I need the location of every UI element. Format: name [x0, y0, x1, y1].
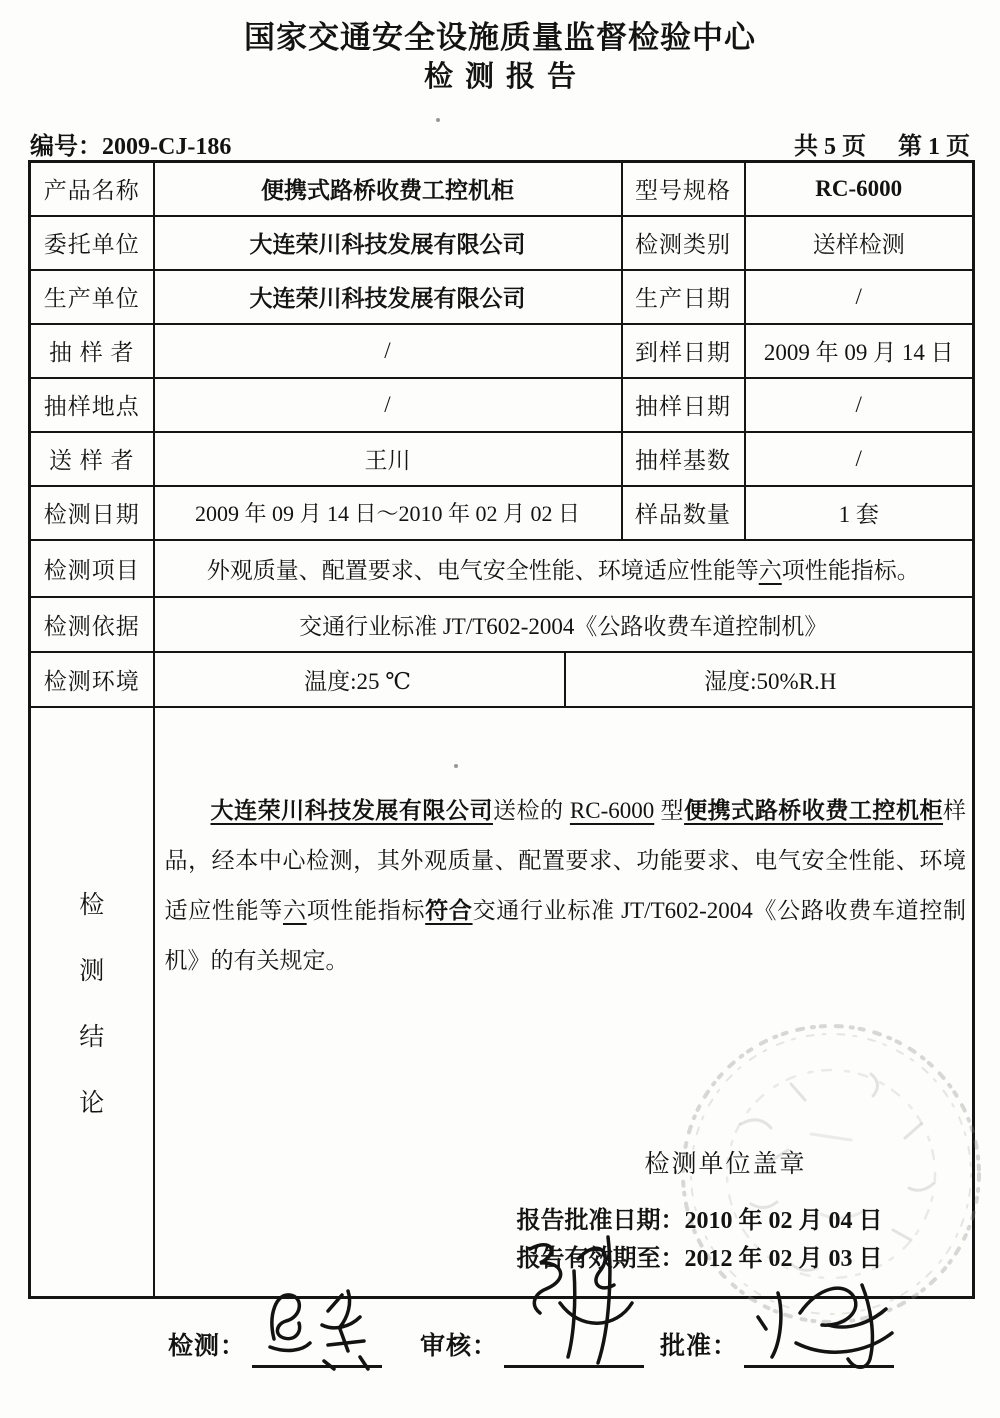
approve-signature-line: [744, 1321, 894, 1368]
field-label: 抽样地点: [30, 378, 154, 432]
table-row: [30, 270, 974, 324]
field-label: 委托单位: [30, 216, 154, 270]
report-number: 编号：2009-CJ-186: [30, 134, 232, 160]
test-basis-value: 交通行业标准 JT/T602-2004《公路收费车道控制机》: [154, 597, 974, 652]
approve-signature-icon: [744, 1271, 914, 1381]
humidity-value: 湿度:50%R.H: [704, 668, 837, 694]
field-label: 生产日期: [622, 270, 745, 324]
field-value: /: [745, 378, 974, 432]
org-title: 国家交通安全设施质量监督检验中心: [244, 20, 756, 55]
table-row: [30, 216, 974, 270]
field-label: 检测依据: [30, 597, 154, 652]
field-label: 生产单位: [30, 270, 154, 324]
conclusion-cell: [154, 707, 974, 1298]
table-row: [30, 432, 974, 486]
stamp-note: 检测单位盖章: [644, 1150, 807, 1178]
page-current: 第 1 页: [898, 134, 970, 160]
field-label: 型号规格: [622, 162, 745, 216]
doc-title: 检测报告: [423, 61, 588, 93]
signature-group-review: [420, 1322, 644, 1368]
conclusion-label: 检 测 结 论: [30, 707, 154, 1298]
signature-group-test: [168, 1322, 382, 1368]
field-value: 送样检测: [745, 216, 974, 270]
test-signature-icon: [252, 1281, 392, 1381]
table-row: [30, 324, 974, 378]
field-label: 抽样日期: [622, 378, 745, 432]
field-value: 大连荣川科技发展有限公司: [154, 270, 622, 324]
meta-row: [30, 126, 970, 161]
field-value: /: [745, 432, 974, 486]
field-label: 到样日期: [622, 324, 745, 378]
valid-date-line: 报告有效期至：2012 年 02 月 03 日: [516, 1245, 883, 1272]
temperature-value: 温度:25 ℃: [152, 653, 566, 706]
field-value: 大连荣川科技发展有限公司: [154, 216, 622, 270]
review-signature-icon: [504, 1231, 664, 1381]
signature-group-approve: [660, 1322, 894, 1368]
field-label: 抽 样 者: [30, 324, 154, 378]
table-row-basis: [30, 597, 974, 652]
field-value: 2009 年 09 月 14 日～2010 年 02 月 02 日: [154, 486, 622, 540]
pages-total: 共 5 页: [794, 134, 866, 160]
environment-cells: [154, 652, 974, 707]
table-row-conclusion: [30, 707, 974, 1298]
field-value: 便携式路桥收费工控机柜: [154, 162, 622, 216]
field-label: 检测环境: [30, 652, 154, 707]
table-row: [30, 378, 974, 432]
approve-date-line: 报告批准日期：2010 年 02 月 04 日: [516, 1207, 883, 1234]
field-label: 产品名称: [30, 162, 154, 216]
field-value: /: [154, 324, 622, 378]
test-items-value: 外观质量、配置要求、电气安全性能、环境适应性能等六项性能指标。: [154, 540, 974, 597]
review-signature-label: 审核：: [420, 1333, 499, 1360]
field-value: /: [154, 378, 622, 432]
field-value: 1 套: [745, 486, 974, 540]
test-signature-line: [252, 1321, 382, 1368]
scan-speck: [436, 118, 440, 122]
table-row-environment: [30, 652, 974, 707]
field-value: RC-6000: [745, 162, 974, 216]
review-signature-line: [504, 1321, 644, 1368]
table-row-items: [30, 540, 974, 597]
field-label: 检测日期: [30, 486, 154, 540]
report-table: [28, 160, 975, 1299]
table-row: [30, 486, 974, 540]
field-value: /: [745, 270, 974, 324]
field-label: 检测类别: [622, 216, 745, 270]
table-row: [30, 162, 974, 216]
field-label: 送 样 者: [30, 432, 154, 486]
field-label: 检测项目: [30, 540, 154, 597]
field-value: 2009 年 09 月 14 日: [745, 324, 974, 378]
field-label: 抽样基数: [622, 432, 745, 486]
page-indicator: [768, 126, 970, 161]
field-value: 王川: [154, 432, 622, 486]
field-label: 样品数量: [622, 486, 745, 540]
conclusion-paragraph: 大连荣川科技发展有限公司送检的 RC-6000 型便携式路桥收费工控机柜样品，经本中心检测，其外观质量、配置要求、功能要求、电气安全性能、环境适应性能等六项性能指标符合交通行业标准 JT/T602-2004《公路收费车道控制机》的有关规定。: [164, 797, 967, 973]
test-signature-label: 检测：: [168, 1333, 247, 1360]
approve-signature-label: 批准：: [660, 1333, 739, 1360]
